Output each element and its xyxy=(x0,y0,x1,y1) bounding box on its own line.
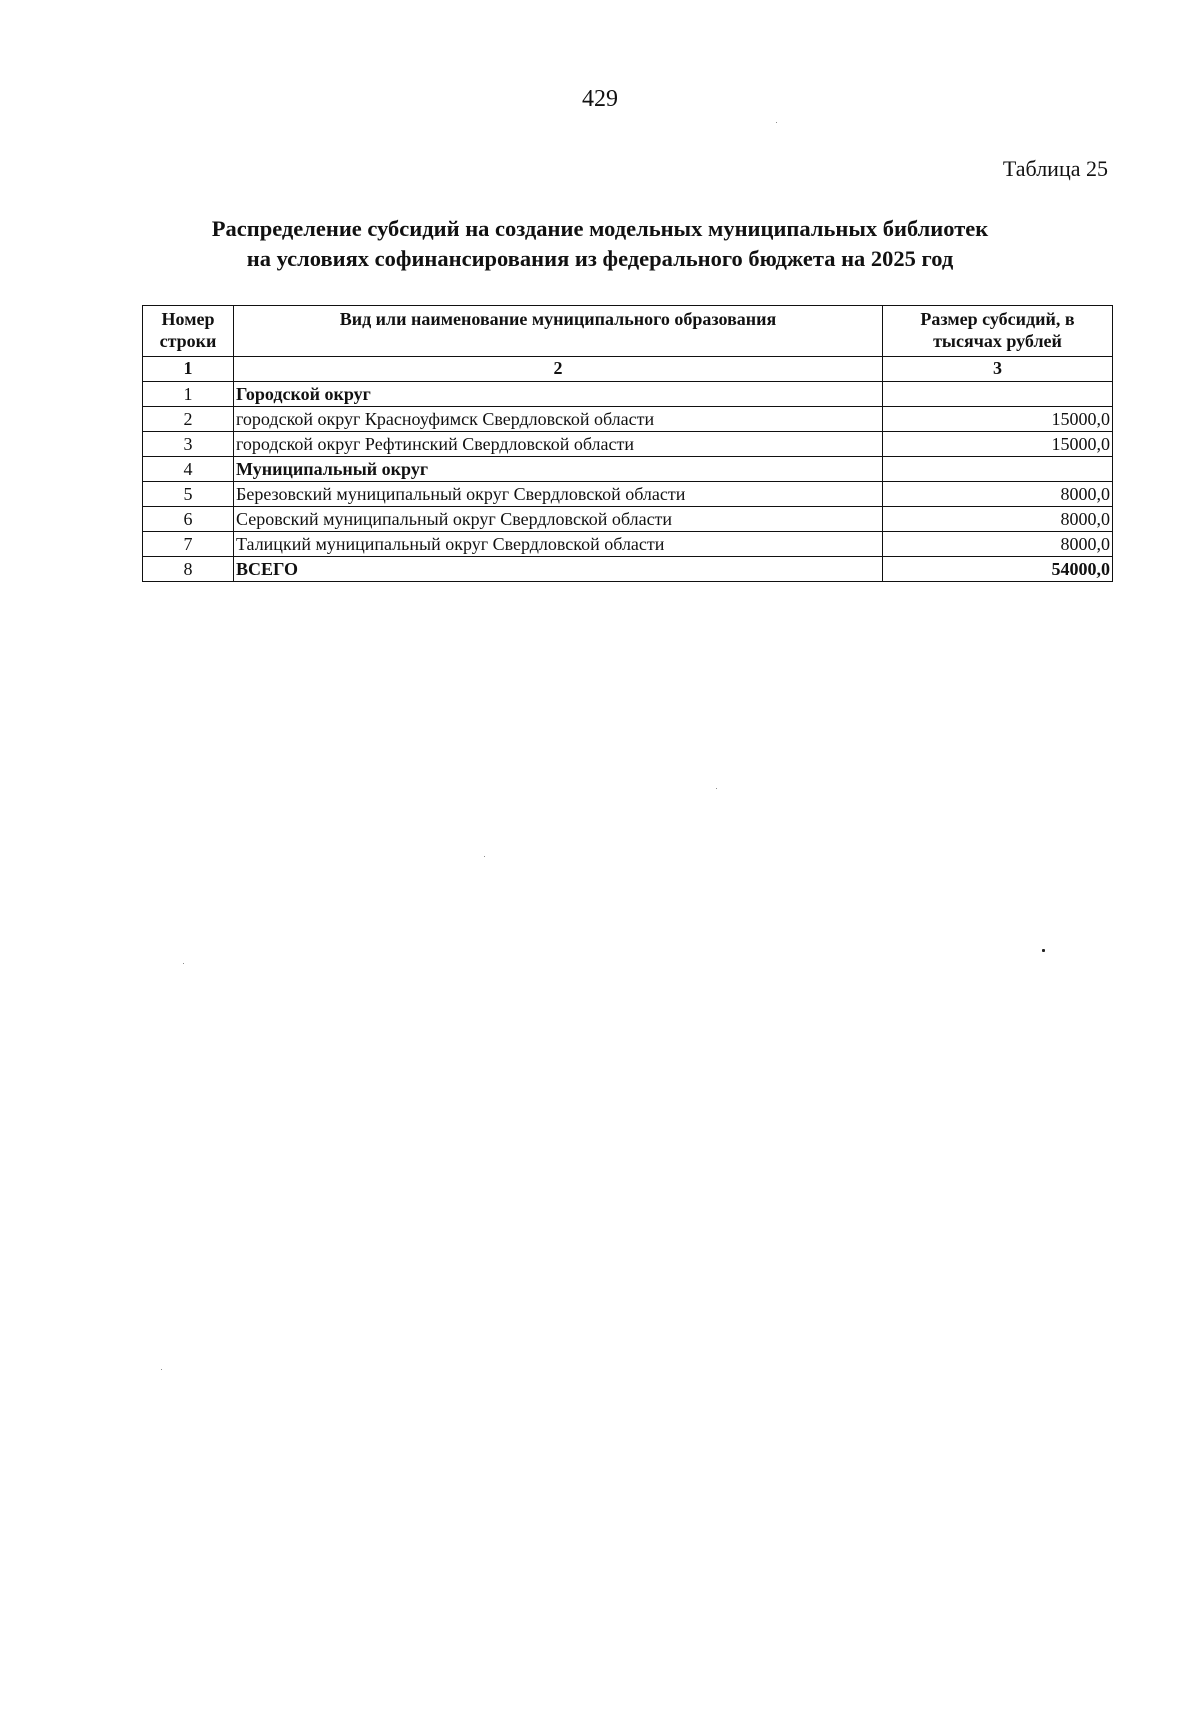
scan-speck xyxy=(1042,949,1045,952)
table-body xyxy=(143,382,1113,582)
scan-speck xyxy=(716,788,717,789)
page-number: 429 xyxy=(582,86,618,112)
row-name-cell: ВСЕГО xyxy=(234,557,883,582)
table-header-row xyxy=(143,306,1113,357)
row-number-cell: 7 xyxy=(143,532,234,557)
row-number-cell: 2 xyxy=(143,407,234,432)
row-number-cell: 3 xyxy=(143,432,234,457)
row-name-cell: Березовский муниципальный округ Свердловской области xyxy=(234,482,883,507)
row-name-cell: Серовский муниципальный округ Свердловской области xyxy=(234,507,883,532)
table-row xyxy=(143,407,1113,432)
table-label: Таблица 25 xyxy=(1002,156,1108,181)
document-title xyxy=(0,214,1200,274)
scan-speck xyxy=(484,856,485,857)
row-amount-cell xyxy=(883,382,1113,407)
header-name-label: Вид или наименование муниципального образования xyxy=(339,309,777,329)
row-amount-cell: 15000,0 xyxy=(883,432,1113,457)
row-amount-cell: 8000,0 xyxy=(883,507,1113,532)
table-row xyxy=(143,507,1113,532)
row-number-cell: 1 xyxy=(143,382,234,407)
row-name-cell: городской округ Рефтинский Свердловской области xyxy=(234,432,883,457)
table-row xyxy=(143,432,1113,457)
row-name-cell: Талицкий муниципальный округ Свердловской области xyxy=(234,532,883,557)
column-number-1: 1 xyxy=(143,357,234,382)
row-amount-cell: 8000,0 xyxy=(883,532,1113,557)
header-amount xyxy=(883,306,1113,357)
row-amount-cell xyxy=(883,457,1113,482)
table-row xyxy=(143,532,1113,557)
header-row-number xyxy=(143,306,234,357)
row-amount-cell: 8000,0 xyxy=(883,482,1113,507)
table-row xyxy=(143,382,1113,407)
scan-speck xyxy=(161,1369,162,1370)
column-number-3: 3 xyxy=(883,357,1113,382)
scan-speck xyxy=(776,122,777,123)
row-name-cell: Городской округ xyxy=(234,382,883,407)
row-amount-cell: 15000,0 xyxy=(883,407,1113,432)
subsidy-table xyxy=(142,305,1113,582)
row-amount-cell: 54000,0 xyxy=(883,557,1113,582)
title-line-1: Распределение субсидий на создание модельных муниципальных библиотек xyxy=(211,216,989,241)
header-name xyxy=(234,306,883,357)
header-amount-label: Размер субсидий, в тысячах рублей xyxy=(920,309,1075,351)
table-row xyxy=(143,457,1113,482)
row-number-cell: 5 xyxy=(143,482,234,507)
row-name-cell: городской округ Красноуфимск Свердловской области xyxy=(234,407,883,432)
row-number-cell: 8 xyxy=(143,557,234,582)
header-row-number-label: Номер строки xyxy=(159,309,217,351)
table-row xyxy=(143,482,1113,507)
scan-speck xyxy=(183,963,184,964)
column-number-row xyxy=(143,357,1113,382)
table-row-total xyxy=(143,557,1113,582)
column-number-2: 2 xyxy=(234,357,883,382)
row-number-cell: 6 xyxy=(143,507,234,532)
row-name-cell: Муниципальный округ xyxy=(234,457,883,482)
row-number-cell: 4 xyxy=(143,457,234,482)
title-line-2: на условиях софинансирования из федерального бюджета на 2025 год xyxy=(246,246,954,271)
